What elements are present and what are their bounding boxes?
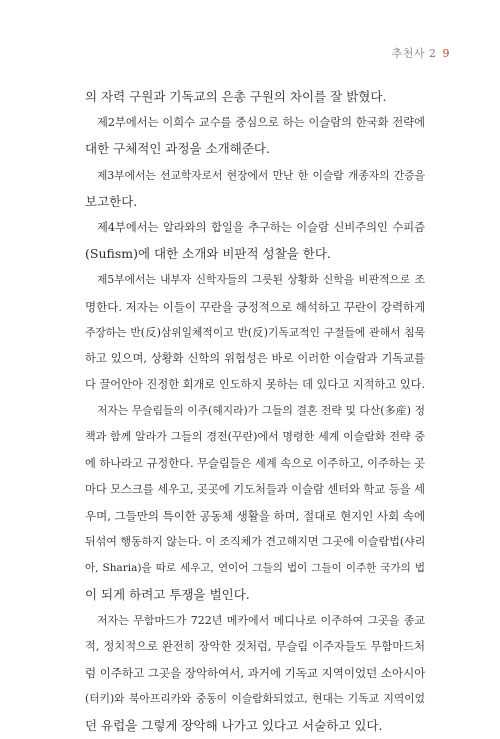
text-line: 명한다. 저자는 이들이 꾸란을 긍정적으로 해석하고 꾸란이 강력하게 — [85, 299, 425, 314]
text-line: 적, 정치적으로 완전히 장악한 것처럼, 무슬림 이주자들도 무함마드처 — [85, 639, 425, 653]
text-line: 마다 모스크를 세우고, 곳곳에 기도처들과 이슬람 센터와 학교 등을 세 — [85, 482, 425, 496]
text-line: 럼 이주하고 그곳을 장악하여서, 과거에 기독교 지역이었던 소아시아 — [85, 666, 425, 681]
text-line: 대한 구체적인 과정을 소개해준다. — [85, 141, 270, 157]
text-line: 다 끌어안아 진정한 회개로 인도하지 못하는 데 있다고 지적하고 있다. — [85, 378, 425, 392]
body-text — [85, 84, 425, 739]
text-line: 제5부에서는 내부자 신학자들의 그릇된 상황화 신학을 비판적으로 조 — [97, 273, 425, 287]
text-line: 에 하나라고 규정한다. 무슬림들은 세계 속으로 이주하고, 이주하는 곳 — [85, 456, 425, 470]
text-line: 아, Sharia)을 따로 세우고, 연이어 그들의 법이 그들이 이주한 국가의 법 — [85, 562, 425, 575]
text-line: 우며, 그들만의 특이한 공동체 생활을 하며, 절대로 현지인 사회 속에 — [85, 509, 425, 523]
text-line: 이 되게 하려고 투쟁을 벌인다. — [85, 586, 250, 602]
running-header — [392, 45, 450, 61]
text-line: 책과 함께 알라가 그들의 경전(꾸란)에서 명령한 세계 이슬람화 전략 중 — [85, 430, 425, 444]
text-line: 제2부에서는 이희수 교수를 중심으로 하는 이슬람의 한국화 전략에 — [97, 116, 425, 130]
text-line: 제4부에서는 알라와의 합일을 추구하는 이슬람 신비주의인 수피즘 — [97, 220, 425, 234]
text-line: 보고한다. — [85, 193, 138, 209]
text-line: 하고 있으며, 상황화 신학의 위험성은 바로 이러한 이슬람과 기독교를 — [85, 351, 425, 365]
text-line: (터키)와 북아프리카와 중동이 이슬람화되었고, 현대는 기독교 지역이었 — [85, 692, 425, 706]
text-line: (Sufism)에 대한 소개와 비판적 성찰을 한다. — [85, 246, 331, 262]
running-header-title: 추천사 2 — [391, 47, 437, 60]
text-line: 저자는 무함마드가 722년 메카에서 메디나로 이주하여 그곳을 종교 — [97, 613, 425, 627]
text-line: 저자는 무슬림들의 이주(헤지라)가 그들의 결혼 전략 및 다산(多産) 정 — [97, 404, 425, 418]
text-line: 의 자력 구원과 기독교의 은총 구원의 차이를 잘 밝혔다. — [85, 89, 387, 104]
text-line: 뒤섞여 행동하지 않는다. 이 조직체가 견고해지면 그곳에 이슬람법(샤리 — [85, 535, 425, 549]
text-line: 주장하는 반(反)삼위일체적이고 반(反)기독교적인 구절들에 관해서 침묵 — [85, 325, 425, 339]
text-line: 제3부에서는 선교학자로서 현장에서 만난 한 이슬람 개종자의 간증을 — [97, 168, 425, 182]
text-line: 던 유럽을 그렇게 장악해 나가고 있다고 서술하고 있다. — [85, 717, 383, 733]
page-number: 9 — [442, 47, 450, 60]
